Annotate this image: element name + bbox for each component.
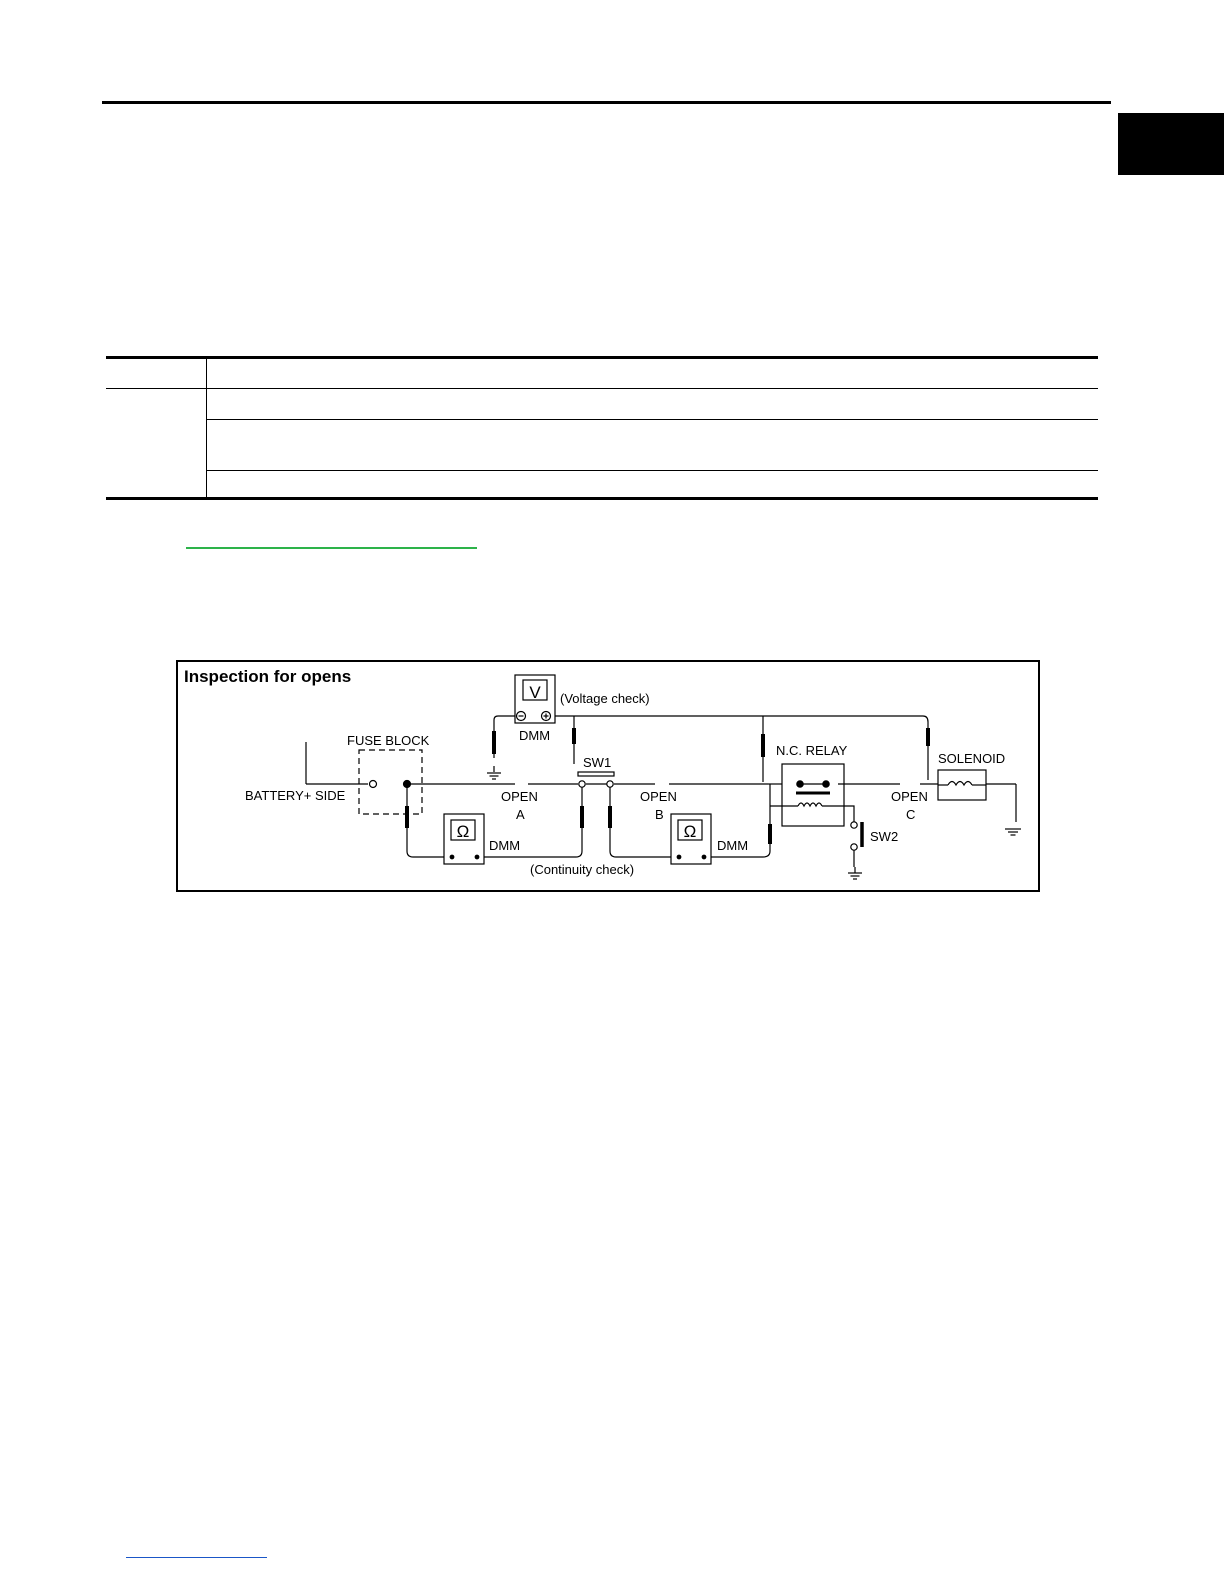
header-rule bbox=[102, 101, 1111, 104]
battery-side-label: BATTERY+ SIDE bbox=[245, 788, 346, 803]
ground-symbol bbox=[1005, 829, 1021, 835]
reference-link[interactable] bbox=[186, 547, 477, 549]
open-b-label: OPEN bbox=[640, 789, 677, 804]
sw1-contact bbox=[607, 781, 613, 787]
open-a-label: OPEN bbox=[501, 789, 538, 804]
voltmeter-symbol: V bbox=[529, 683, 541, 702]
footer-link[interactable] bbox=[126, 1557, 267, 1558]
dmm-left-label: DMM bbox=[489, 838, 521, 853]
fuse-block bbox=[359, 750, 422, 814]
voltage-check-label: (Voltage check) bbox=[560, 691, 650, 706]
voltmeter-positive-bus bbox=[555, 716, 928, 728]
open-c-letter: C bbox=[906, 807, 916, 822]
sw1-contact bbox=[579, 781, 585, 787]
solenoid-label: SOLENOID bbox=[938, 751, 1006, 766]
nc-relay bbox=[782, 764, 844, 826]
table-row-divider bbox=[206, 470, 1098, 471]
spec-table bbox=[106, 356, 1098, 500]
figure-title: Inspection for opens bbox=[184, 667, 352, 686]
circuit-diagram bbox=[178, 662, 1038, 890]
sw2-label: SW2 bbox=[870, 829, 899, 844]
inspection-figure bbox=[176, 660, 1040, 892]
table-row-divider bbox=[206, 419, 1098, 420]
relay-coil bbox=[798, 803, 822, 806]
sw1-label: SW1 bbox=[583, 755, 612, 770]
open-a-letter: A bbox=[516, 807, 525, 822]
sw2-contact bbox=[851, 822, 857, 828]
nc-relay-label: N.C. RELAY bbox=[776, 743, 848, 758]
ohmmeter-symbol: Ω bbox=[683, 822, 697, 841]
continuity-check-label: (Continuity check) bbox=[530, 862, 635, 877]
table-column-divider bbox=[206, 359, 207, 497]
ground-symbol bbox=[848, 867, 862, 879]
dmm-right-label: DMM bbox=[717, 838, 749, 853]
ohmmeter-symbol: Ω bbox=[456, 822, 470, 841]
sw1-switch-bar bbox=[578, 772, 614, 776]
solenoid-coil bbox=[948, 782, 972, 786]
table-row-divider bbox=[106, 388, 1098, 389]
dmm-top-label: DMM bbox=[519, 728, 551, 743]
open-c-label: OPEN bbox=[891, 789, 928, 804]
fuse-block-label: FUSE BLOCK bbox=[347, 733, 430, 748]
ground-symbol bbox=[487, 773, 501, 779]
open-b-letter: B bbox=[655, 807, 664, 822]
section-tab[interactable] bbox=[1118, 113, 1224, 175]
sw2-contact bbox=[851, 844, 857, 850]
voltmeter-negative-lead bbox=[494, 716, 515, 758]
